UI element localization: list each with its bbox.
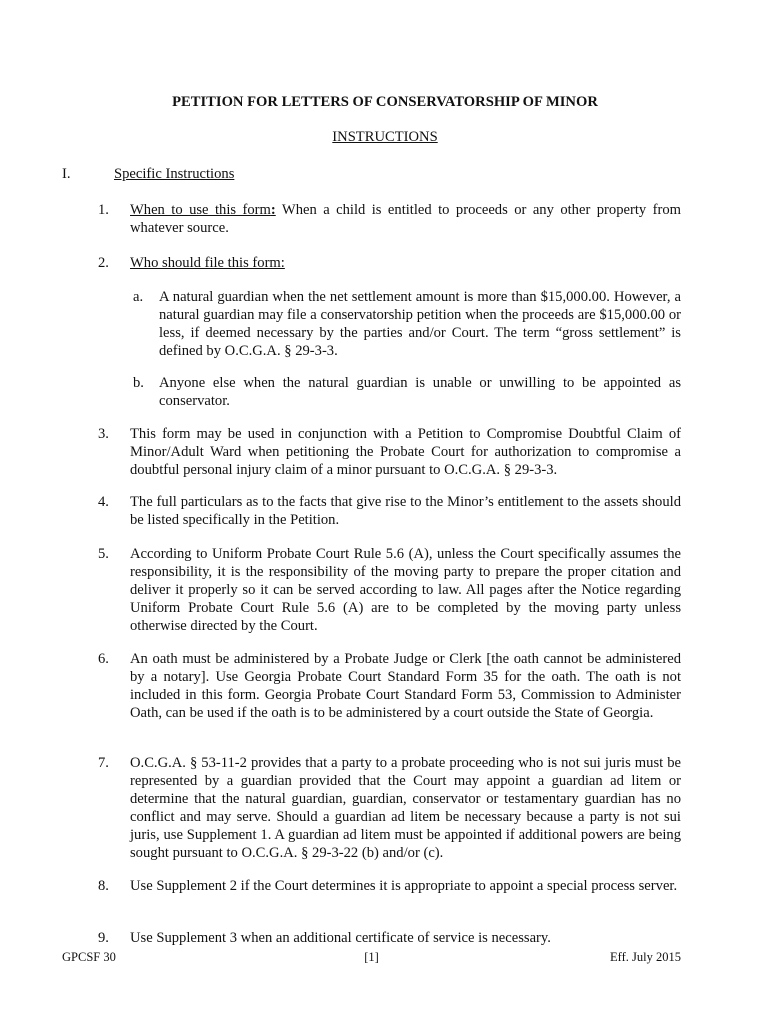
- instruction-item-4: [98, 493, 681, 529]
- item-number: 2.: [98, 255, 109, 271]
- instruction-subitem-a: [133, 288, 681, 360]
- item-text: Use Supplement 2 if the Court determines it is appropriate to appoint a special process server.: [130, 878, 678, 894]
- item-number: 8.: [98, 878, 109, 894]
- instruction-item-8: [98, 877, 681, 895]
- item-number: 3.: [98, 426, 109, 442]
- page-title: PETITION FOR LETTERS OF CONSERVATORSHIP OF MINOR: [172, 94, 598, 110]
- item-lead-colon: :: [270, 202, 276, 218]
- instruction-item-7: [98, 754, 681, 862]
- item-text: The full particulars as to the facts that give rise to the Minor’s entitlement to the assets should be listed specifically in the Petition.: [130, 494, 681, 528]
- item-text: O.C.G.A. § 53-11-2 provides that a party to a probate proceeding who is not sui juris must be represented by a guardian provided that the Court may appoint a guardian ad litem or determine that the natural guardian, guardian, conservator or testamentary guardian has no conflict and may serve. Should a guardian ad litem be necessary because a party is not sui juris, use Supplement 1. A guardian ad litem must be appointed if additional powers are being sought pursuant to O.C.G.A. § 29-3-22 (b) and/or (c).: [130, 755, 681, 861]
- subitem-text: A natural guardian when the net settlement amount is more than $15,000.00. However, a natural guardian may file a conservatorship petition when the proceeds are $15,000.00 or less, if deemed necessary by the parties and/or Court. The term “gross settlement” is defined by O.C.G.A. § 29-3-3.: [159, 289, 681, 359]
- page-number: [1]: [364, 950, 379, 964]
- instruction-item-6: [98, 650, 681, 722]
- item-number: 6.: [98, 651, 109, 667]
- section-numeral: I.: [62, 166, 71, 182]
- subitem-letter: b.: [133, 375, 144, 391]
- item-lead: When to use this form: [130, 202, 271, 218]
- instruction-item-1: [98, 201, 681, 237]
- instruction-item-5: [98, 545, 681, 635]
- instruction-item-9: [98, 929, 681, 947]
- item-number: 9.: [98, 930, 109, 946]
- effective-date: Eff. July 2015: [610, 950, 681, 964]
- item-text: An oath must be administered by a Probate Judge or Clerk [the oath cannot be administered by a notary]. Use Georgia Probate Court Standard Form 35 for the oath. The oath is not included in this form. Georgia Probate Court Standard Form 53, Commission to Administer Oath, can be used if the oath is to be administered by a court outside the State of Georgia.: [130, 651, 681, 721]
- form-code: GPCSF 30: [62, 950, 116, 964]
- item-number: 7.: [98, 755, 109, 771]
- instruction-item-2: [98, 254, 681, 272]
- item-text: This form may be used in conjunction with a Petition to Compromise Doubtful Claim of Minor/Adult Ward when petitioning the Probate Court for authorization to compromise a doubtful personal injury claim of a minor pursuant to O.C.G.A. § 29-3-3.: [130, 426, 681, 478]
- instruction-item-3: [98, 425, 681, 479]
- instructions-heading: INSTRUCTIONS: [332, 129, 438, 145]
- item-number: 5.: [98, 546, 109, 562]
- item-text: Use Supplement 3 when an additional certificate of service is necessary.: [130, 930, 551, 946]
- subitem-letter: a.: [133, 289, 144, 305]
- section-heading: [62, 165, 234, 183]
- instruction-subitem-b: [133, 374, 681, 410]
- item-text: When a child is entitled to proceeds or any other property from whatever source.: [130, 202, 681, 236]
- section-title: Specific Instructions: [114, 166, 235, 182]
- item-number: 1.: [98, 202, 109, 218]
- item-number: 4.: [98, 494, 109, 510]
- subitem-text: Anyone else when the natural guardian is unable or unwilling to be appointed as conservator.: [159, 375, 681, 409]
- item-text: According to Uniform Probate Court Rule 5.6 (A), unless the Court specifically assumes the responsibility, it is the responsibility of the moving party to prepare the proper citation and deliver it properly so it can be served according to law. All pages after the Notice regarding Uniform Probate Court Rule 5.6 (A) are to be completed by the moving party unless otherwise directed by the Court.: [130, 546, 681, 634]
- item-lead: Who should file this form:: [130, 255, 285, 271]
